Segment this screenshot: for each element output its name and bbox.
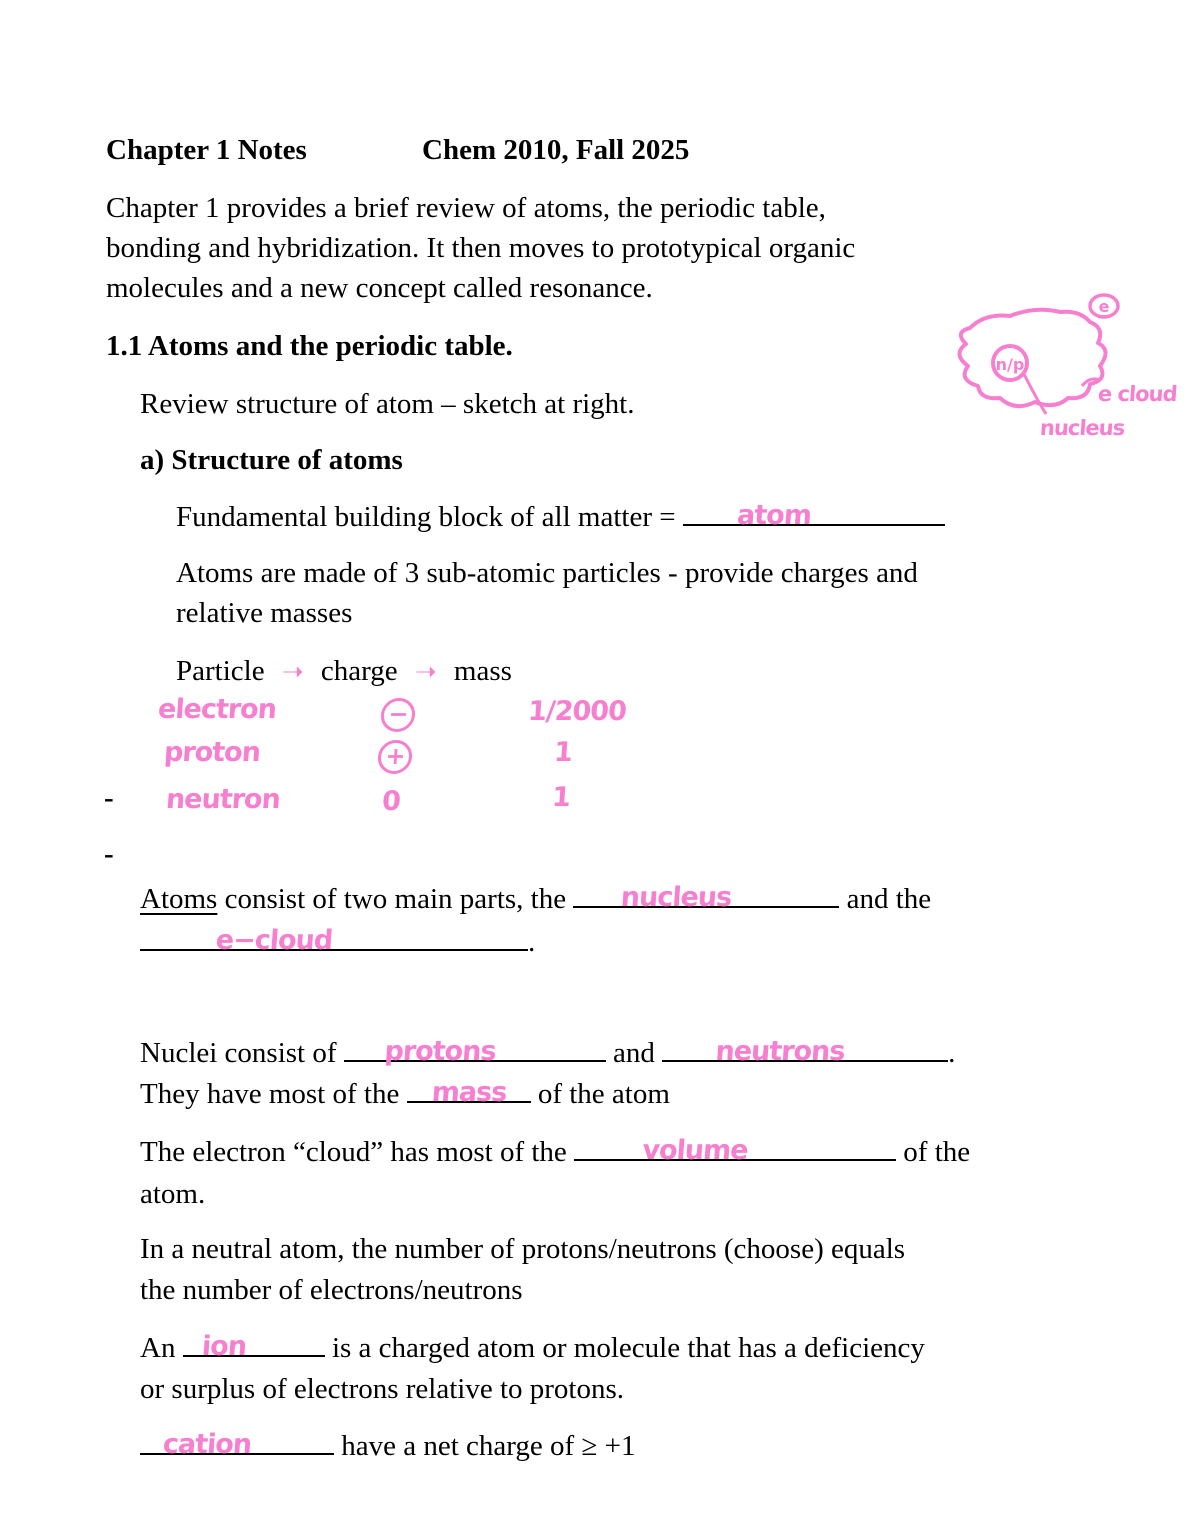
- nuclei-line-1: [140, 1033, 955, 1073]
- answer-volume: volume: [641, 1135, 749, 1166]
- page-title: Chapter 1 Notes: [106, 134, 307, 166]
- sketch-label-cloud: e cloud: [1097, 382, 1178, 406]
- cation-text: have a net charge of ≥ +1: [334, 1430, 636, 1462]
- table-header: [176, 651, 512, 692]
- ion-line-2: or surplus of electrons relative to protons.: [140, 1373, 625, 1405]
- particle-mass-electron: 1/2000: [526, 696, 627, 727]
- cloud-line-2: atom.: [140, 1178, 206, 1210]
- section-heading: 1.1 Atoms and the periodic table.: [106, 330, 513, 362]
- word-atoms: Atoms: [140, 883, 218, 915]
- particle-charge-neutron: 0: [380, 786, 401, 817]
- answer-ion: ion: [200, 1331, 247, 1362]
- nuclei-end: .: [948, 1037, 956, 1069]
- course-title: Chem 2010, Fall 2025: [422, 134, 690, 166]
- cloud-text-2: of the: [896, 1136, 971, 1168]
- intro-line-2: bonding and hybridization. It then moves to prototypical organic: [106, 232, 856, 264]
- bullet-dash-2: -: [104, 838, 114, 870]
- answer-cation: cation: [161, 1429, 253, 1460]
- arrow-right-icon: ➝: [414, 657, 437, 687]
- header-mass: mass: [453, 655, 512, 687]
- particle-mass-proton: 1: [552, 737, 573, 768]
- two-parts-text-1: consist of two main parts, the: [217, 883, 574, 915]
- particle-name-electron: electron: [156, 694, 278, 725]
- intro-line-1: Chapter 1 provides a brief review of atoms, the periodic table,: [106, 192, 826, 224]
- particle-name-neutron: neutron: [164, 784, 281, 815]
- answer-blank-mass[interactable]: [407, 1075, 531, 1108]
- cloud-line-1: [140, 1132, 970, 1172]
- cation-line: [140, 1426, 635, 1466]
- ion-text-2: is a charged atom or molecule that has a deficiency: [324, 1332, 925, 1364]
- particle-mass-neutron: 1: [550, 782, 571, 813]
- answer-nucleus: nucleus: [620, 882, 733, 913]
- answer-blank-cation[interactable]: [140, 1427, 334, 1460]
- ion-line-1: [140, 1328, 925, 1368]
- electron-symbol: e: [1098, 297, 1110, 316]
- particle-charge-electron: −: [380, 698, 416, 732]
- answer-blank-neutrons[interactable]: [662, 1034, 948, 1067]
- nucleus-pointer: [1024, 374, 1046, 414]
- fundamental-line: [176, 497, 945, 537]
- ion-text-1: An: [140, 1332, 183, 1364]
- answer-mass: mass: [430, 1077, 507, 1108]
- nuclei-text-1: Nuclei consist of: [140, 1037, 344, 1069]
- two-parts-line-2: [140, 922, 535, 962]
- intro-line-3: molecules and a new concept called resonance.: [106, 272, 653, 304]
- nucleus-symbol: n/p: [995, 355, 1025, 374]
- answer-protons: protons: [383, 1036, 497, 1067]
- nuclei-line2-text-1: They have most of the: [140, 1078, 407, 1110]
- particle-name-proton: proton: [162, 737, 261, 768]
- bullet-dash-1: -: [104, 782, 114, 814]
- header-charge: charge: [320, 655, 398, 687]
- answer-blank-atom[interactable]: [683, 498, 945, 531]
- two-parts-line-1: [140, 879, 931, 919]
- answer-atom: atom: [735, 500, 812, 531]
- cloud-text-1: The electron “cloud” has most of the: [140, 1136, 575, 1168]
- review-line: Review structure of atom – sketch at right.: [140, 388, 635, 420]
- two-parts-text-2: and the: [839, 883, 932, 915]
- neutral-line-1: In a neutral atom, the number of protons/neutrons (choose) equals: [140, 1233, 906, 1265]
- answer-blank-ecloud[interactable]: [140, 923, 528, 956]
- answer-ecloud: e−cloud: [214, 925, 334, 956]
- answer-blank-protons[interactable]: [344, 1034, 606, 1067]
- answer-blank-volume[interactable]: [574, 1133, 896, 1166]
- nuclei-text-2: and: [605, 1037, 663, 1069]
- header-particle: Particle: [176, 655, 265, 687]
- fundamental-text: Fundamental building block of all matter =: [176, 501, 683, 533]
- answer-neutrons: neutrons: [714, 1036, 846, 1067]
- sketch-label-nucleus: nucleus: [1039, 416, 1126, 440]
- subheading-structure: a) Structure of atoms: [140, 444, 403, 476]
- neutral-line-2: the number of electrons/neutrons: [140, 1274, 523, 1306]
- arrow-right-icon: ➝: [281, 657, 304, 687]
- particles-intro-2: relative masses: [176, 597, 353, 629]
- particles-intro-1: Atoms are made of 3 sub-atomic particles - provide charges and: [176, 557, 918, 589]
- particle-charge-proton: +: [377, 740, 413, 774]
- two-parts-end: .: [528, 926, 536, 958]
- nuclei-line2-text-2: of the atom: [530, 1078, 670, 1110]
- answer-blank-nucleus[interactable]: [573, 880, 839, 913]
- answer-blank-ion[interactable]: [183, 1329, 325, 1362]
- nuclei-line-2: [140, 1074, 670, 1114]
